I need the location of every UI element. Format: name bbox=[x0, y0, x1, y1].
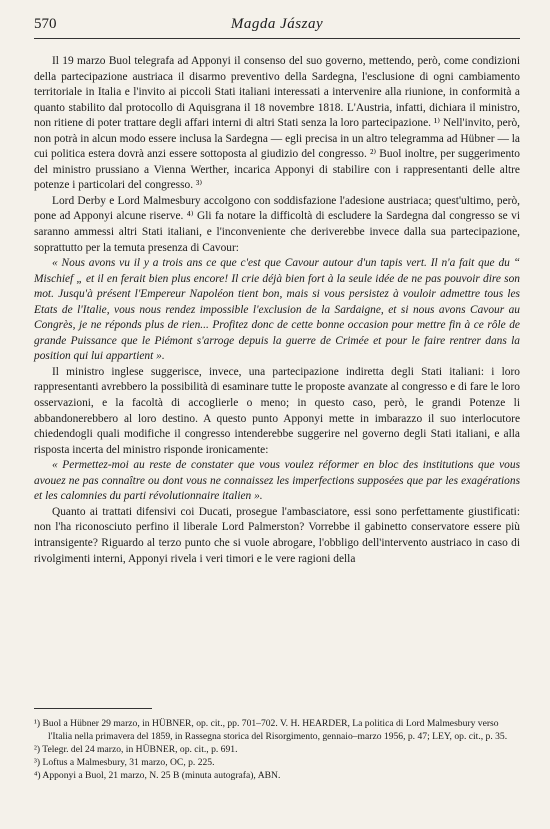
quotation: « Nous avons vu il y a trois ans ce que c'est que Cavour autour d'un tapis vert. Il n'a fait que du “ Mischief „ et il en ferait bien plus encore! Il crie déjà bien fort à la seule idée de ne pas pouvoir dire son mot. Jusqu'à présent l'Empereur Napoléon tient bon, mais si vous persistez à vouloir admettre tous les Etats de l'Italie, vous nous rendez impossible l'exclusion de la Sardaigne, et si nous avons Cavour au Congrès, je ne réponds plus de rien... Profitez donc de cette bonne occasion pour mettre fin à ce rôle de grande Puissance que le Piémont s'arroge depuis la guerre de Crimée et pour le faire rentrer dans la position qui lui appartient ». bbox=[34, 257, 520, 363]
paragraph: Il 19 marzo Buol telegrafa ad Apponyi il consenso del suo governo, mettendo, però, come condizioni della partecipazione austriaca il disarmo preventivo della Sardegna, l'esclusione di ogni cambiamento territoriale in Italia e l'invito ai piccoli Stati italiani interessati a intervenire alla riunione, in conformità a quanto stabilito dal protocollo di Aquisgrana il 18 novembre 1818. L'Austria, infatti, dichiara il ministro, non ritiene di poter trattare degli affari interni di altri Stati senza la loro partecipazione. ¹⁾ Nell'invito, però, non potrà in alcun modo essere inclusa la Sardegna — egli precisa in un altro telegramma ad Hübner — la cui politica estera dovrà anzi essere sottoposta al giudizio del congresso. ²⁾ Buol inoltre, per suggerimento del ministro prussiano a Vienna Werther, incarica Apponyi di stabilire con i rappresentanti delle altre potenze i particolari del congresso. ³⁾ bbox=[34, 55, 520, 192]
footnote: ¹) Buol a Hübner 29 marzo, in HÜBNER, op. cit., pp. 701–702. V. H. HEARDER, La politica di Lord Malmesbury verso l'Italia nella primavera del 1859, in Rassegna storica del Risorgimento, gennaio–marzo 1956, p. 47; LEY, op. cit., p. 35. bbox=[34, 718, 508, 743]
footnote: ⁴) Apponyi a Buol, 21 marzo, N. 25 B (minuta autografa), ABN. bbox=[34, 770, 281, 782]
running-head: Magda Jászay bbox=[230, 16, 324, 32]
footnotes bbox=[34, 717, 520, 782]
page-header bbox=[34, 16, 520, 39]
paragraph: Il ministro inglese suggerisce, invece, una partecipazione indiretta degli Stati italiani: i loro rappresentanti avrebbero la possibilità di esaminare tutte le proposte avanzate al congresso e di fare le loro osservazioni, e la facoltà di accoglierle o meno; in questo caso, però, le grandi Potenze li abbandonerebbero al loro destino. A questo punto Apponyi mette in imbarazzo il suo interlocutore chiedendogli quali modifiche il congresso intenderebbe suggerire nel governo degli Stati italiani, e alla risposta incerta del ministro risponde ironicamente: bbox=[34, 365, 520, 456]
body-text bbox=[34, 54, 520, 567]
paragraph: Quanto ai trattati difensivi coi Ducati, prosegue l'ambasciatore, essi sono perfettamente giustificati: non l'ha riconosciuto perfino il liberale Lord Palmerston? Vorrebbe il gabinetto conservatore essere più intransigente? Riguardo al terzo punto che si vuole abrogare, l'obbligo dell'intervento austriaco in caso di rivolgimenti interni, Apponyi rivela i veri timori e le vere ragioni della bbox=[34, 505, 520, 565]
quotation: « Permettez-moi au reste de constater que vous voulez réformer en bloc des institutions que vous avouez ne pas connaître ou dont vous ne connaissez les imperfections supposées que par les exagérations et les calomnies du parti révolutionnaire italien ». bbox=[34, 459, 520, 503]
footnote: ²) Telegr. del 24 marzo, in HÜBNER, op. cit., p. 691. bbox=[34, 744, 238, 756]
footnote: ³) Loftus a Malmesbury, 31 marzo, OC, p. 225. bbox=[34, 757, 215, 769]
footnote-divider bbox=[34, 708, 152, 709]
paragraph: Lord Derby e Lord Malmesbury accolgono con soddisfazione l'adesione austriaca; quest'ultimo, però, pone ad Apponyi alcune riserve. ⁴⁾ Gli fa notare la difficoltà di escludere la Sardegna dal congresso se vi saranno ammessi altri Stati italiani, e l'inconveniente che deriverebbe invece dalla sua partecipazione, soprattutto per la temuta presenza di Cavour: bbox=[34, 194, 520, 254]
page-number: 570 bbox=[34, 16, 57, 32]
